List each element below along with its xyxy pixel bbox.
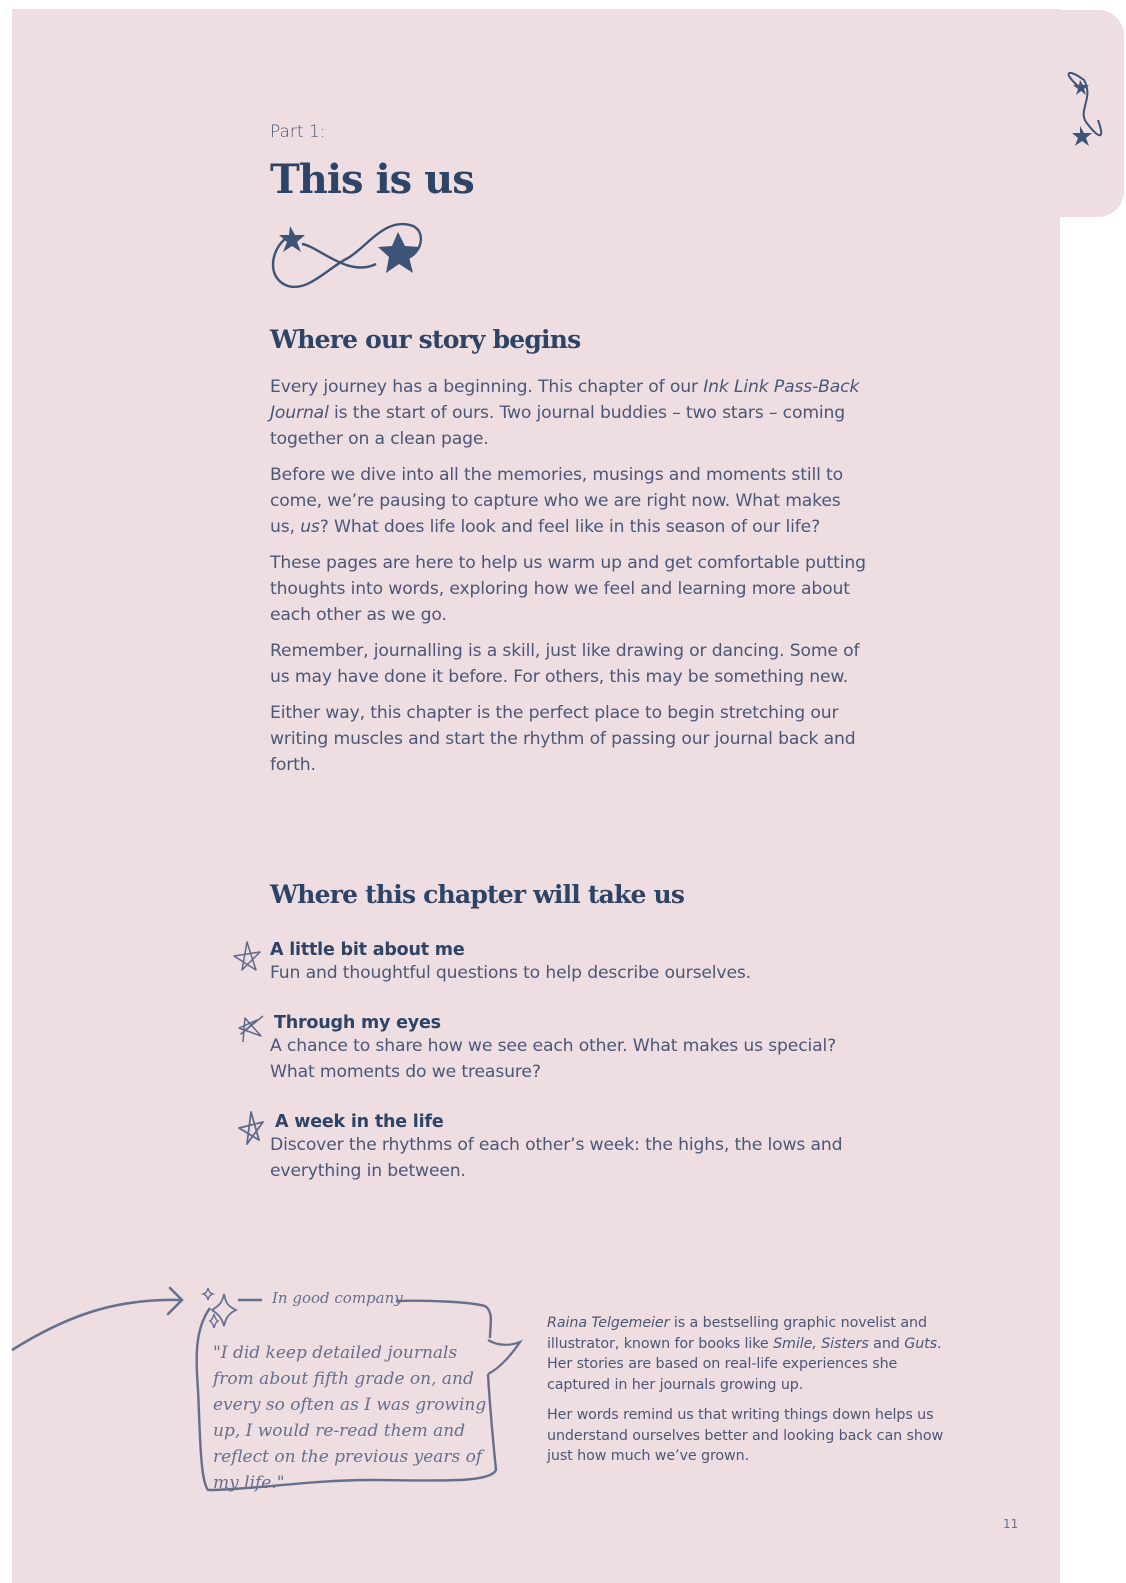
item-title: Through my eyes xyxy=(274,1013,441,1033)
paragraph: Remember, journalling is a skill, just like drawing or dancing. Some of us may have done it before. For others, this may be something new. xyxy=(270,641,860,687)
author-bio xyxy=(547,1313,947,1477)
sparkle-icon xyxy=(212,1294,236,1326)
quote-label: In good company xyxy=(272,1289,403,1307)
quote-text: "I did keep detailed journals from about fifth grade on, and every so often as I was growing up, I would re-read them and reflect on the previous years of my life." xyxy=(213,1343,487,1493)
author-name: Raina Telgemeier xyxy=(547,1315,670,1331)
emphasis: us xyxy=(300,517,320,537)
text: and xyxy=(868,1335,905,1352)
chapter-item xyxy=(270,1013,860,1085)
bio-paragraph xyxy=(547,1313,947,1395)
part-label: Part 1: xyxy=(270,122,326,142)
star-doodle-icon xyxy=(232,940,264,974)
book-title: Guts xyxy=(904,1335,938,1352)
infinity-stars-icon xyxy=(268,218,428,294)
item-description: A chance to share how we see each other. What makes us special? What moments do we treasure? xyxy=(270,1036,837,1082)
text: is a bestselling graphic novelist and illustrator, known for books like xyxy=(547,1315,927,1352)
paragraph xyxy=(270,374,870,452)
paragraph: These pages are here to help us warm up and get comfortable putting thoughts into words, exploring how we feel and learning more about each other as we go. xyxy=(270,553,866,625)
bio-paragraph: Her words remind us that writing things down helps us understand ourselves better and looking back can show just how much we’ve grown. xyxy=(547,1407,944,1464)
chapter-item xyxy=(270,940,860,986)
item-description: Fun and thoughtful questions to help describe ourselves. xyxy=(270,963,751,983)
item-title: A week in the life xyxy=(275,1112,444,1132)
book-titles: Smile, Sisters xyxy=(773,1335,869,1352)
paragraph xyxy=(270,462,870,540)
page-number: 11 xyxy=(1003,1517,1019,1531)
section-heading-story: Where our story begins xyxy=(270,325,581,354)
story-paragraphs xyxy=(270,374,870,788)
journal-title: Ink Link Pass-Back Journal xyxy=(270,377,860,423)
text: is the start of ours. Two journal buddies – two stars – coming together on a clean page. xyxy=(270,403,846,449)
text: Every journey has a beginning. This chapter of our xyxy=(270,377,704,397)
section-heading-chapter: Where this chapter will take us xyxy=(270,880,685,909)
chapter-item xyxy=(270,1112,860,1184)
item-description: Discover the rhythms of each other’s week: the highs, the lows and everything in between. xyxy=(270,1135,843,1181)
arrow-line xyxy=(12,1300,180,1350)
text: . Her stories are based on real-life experiences she captured in her journals growing up. xyxy=(547,1335,942,1393)
text: Before we dive into all the memories, musings and moments still to come, we’re pausing to capture who we are right now. What makes us, xyxy=(270,465,843,537)
text: ? What does life look and feel like in this season of our life? xyxy=(319,517,821,537)
page-title: This is us xyxy=(270,156,474,203)
star-doodle-icon xyxy=(235,1012,267,1044)
item-title: A little bit about me xyxy=(270,940,465,960)
paragraph: Either way, this chapter is the perfect place to begin stretching our writing muscles and start the rhythm of passing our journal back and forth. xyxy=(270,703,856,775)
side-tab[interactable] xyxy=(1040,10,1124,217)
infinity-stars-icon xyxy=(1040,10,1124,217)
star-doodle-icon xyxy=(235,1110,267,1146)
